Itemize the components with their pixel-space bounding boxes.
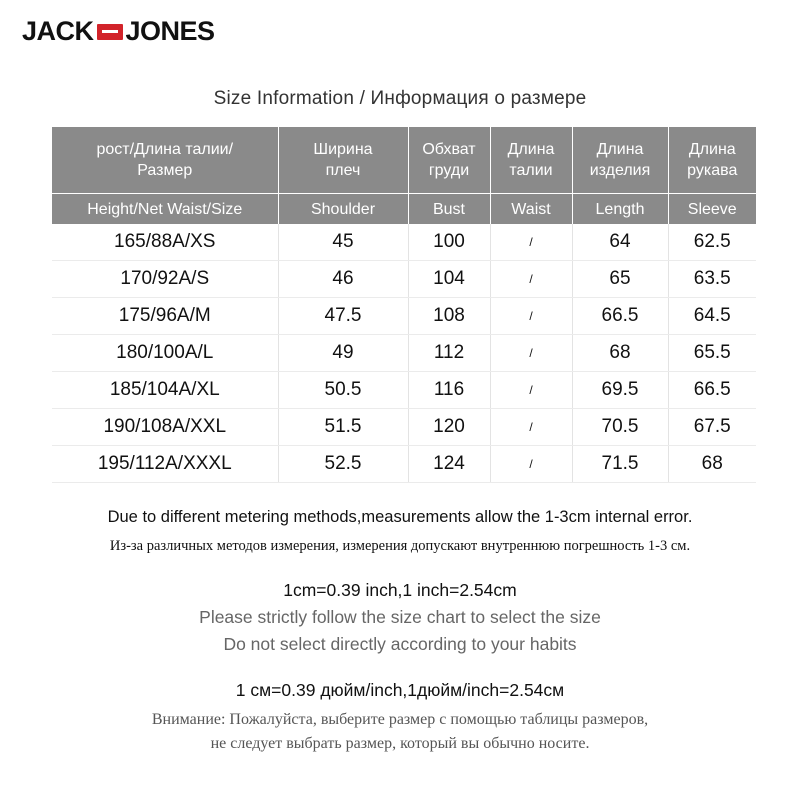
cell-shoulder: 45 — [278, 224, 408, 261]
cell-length: 70.5 — [572, 409, 668, 446]
table-row — [52, 298, 756, 335]
header-ru-waist: Длина талии — [490, 127, 572, 194]
cell-sleeve: 66.5 — [668, 372, 756, 409]
cell-length: 65 — [572, 261, 668, 298]
header-ru-size: рост/Длина талии/Размер — [52, 127, 278, 194]
table-row — [52, 372, 756, 409]
unit-conversion-ru: 1 см=0.39 дюйм/inch,1дюйм/inch=2.54см — [235, 680, 565, 700]
cell-bust: 104 — [408, 261, 490, 298]
cell-waist: / — [490, 224, 572, 261]
brand-name-right: JONES — [125, 15, 215, 46]
unit-conversion-en: 1cm=0.39 inch,1 inch=2.54cm — [283, 580, 517, 600]
cell-bust: 124 — [408, 446, 490, 483]
header-en-length: Length — [572, 194, 668, 225]
cell-waist: / — [490, 298, 572, 335]
cell-length: 64 — [572, 224, 668, 261]
cell-waist: / — [490, 409, 572, 446]
cell-sleeve: 63.5 — [668, 261, 756, 298]
brand-flag-icon — [97, 24, 123, 40]
advice-line-2: Do not select directly according to your habits — [223, 634, 577, 654]
warning-ru-line-1: Внимание: Пожалуйста, выберите размер с помощью таблицы размеров, — [151, 711, 649, 728]
cell-length: 69.5 — [572, 372, 668, 409]
size-table — [52, 127, 756, 483]
table-row — [52, 446, 756, 483]
header-en-size: Height/Net Waist/Size — [52, 194, 278, 225]
warning-ru-line-2: не следует выбрать размер, который вы обычно носите. — [210, 735, 590, 752]
header-ru-bust: Обхват груди — [408, 127, 490, 194]
cell-waist: / — [490, 372, 572, 409]
cell-size: 175/96A/M — [52, 298, 278, 335]
header-en-shoulder: Shoulder — [278, 194, 408, 225]
cell-size: 195/112A/XXXL — [52, 446, 278, 483]
cell-sleeve: 64.5 — [668, 298, 756, 335]
table-row — [52, 335, 756, 372]
cell-shoulder: 51.5 — [278, 409, 408, 446]
header-ru-shoulder: Ширина плеч — [278, 127, 408, 194]
cell-bust: 112 — [408, 335, 490, 372]
advice-line-1: Please strictly follow the size chart to select the size — [199, 607, 601, 627]
cell-bust: 120 — [408, 409, 490, 446]
cell-bust: 116 — [408, 372, 490, 409]
header-en-sleeve: Sleeve — [668, 194, 756, 225]
cell-size: 165/88A/XS — [52, 224, 278, 261]
measurement-error-note-ru: Из-за различных методов измерения, измерения допускают внутреннюю погрешность 1-3 см. — [109, 538, 691, 554]
header-ru-length: Длина изделия — [572, 127, 668, 194]
brand-name-left: JACK — [22, 15, 94, 46]
cell-shoulder: 46 — [278, 261, 408, 298]
header-en-bust: Bust — [408, 194, 490, 225]
cell-waist: / — [490, 335, 572, 372]
table-row — [52, 261, 756, 298]
cell-size: 170/92A/S — [52, 261, 278, 298]
cell-waist: / — [490, 261, 572, 298]
cell-shoulder: 47.5 — [278, 298, 408, 335]
page-title: Size Information / Информация о размере — [213, 88, 587, 109]
cell-size: 190/108A/XXL — [52, 409, 278, 446]
cell-size: 185/104A/XL — [52, 372, 278, 409]
cell-sleeve: 67.5 — [668, 409, 756, 446]
cell-length: 66.5 — [572, 298, 668, 335]
cell-shoulder: 49 — [278, 335, 408, 372]
cell-shoulder: 52.5 — [278, 446, 408, 483]
cell-size: 180/100A/L — [52, 335, 278, 372]
header-row-en — [52, 194, 756, 225]
cell-length: 68 — [572, 335, 668, 372]
cell-bust: 100 — [408, 224, 490, 261]
cell-sleeve: 62.5 — [668, 224, 756, 261]
brand-logo — [22, 16, 215, 46]
header-row-ru — [52, 127, 756, 194]
measurement-error-note-en: Due to different metering methods,measurements allow the 1-3cm internal error. — [107, 508, 693, 526]
table-row — [52, 409, 756, 446]
table-row — [52, 224, 756, 261]
cell-length: 71.5 — [572, 446, 668, 483]
cell-sleeve: 65.5 — [668, 335, 756, 372]
cell-shoulder: 50.5 — [278, 372, 408, 409]
cell-waist: / — [490, 446, 572, 483]
cell-bust: 108 — [408, 298, 490, 335]
header-en-waist: Waist — [490, 194, 572, 225]
header-ru-sleeve: Длина рукава — [668, 127, 756, 194]
cell-sleeve: 68 — [668, 446, 756, 483]
